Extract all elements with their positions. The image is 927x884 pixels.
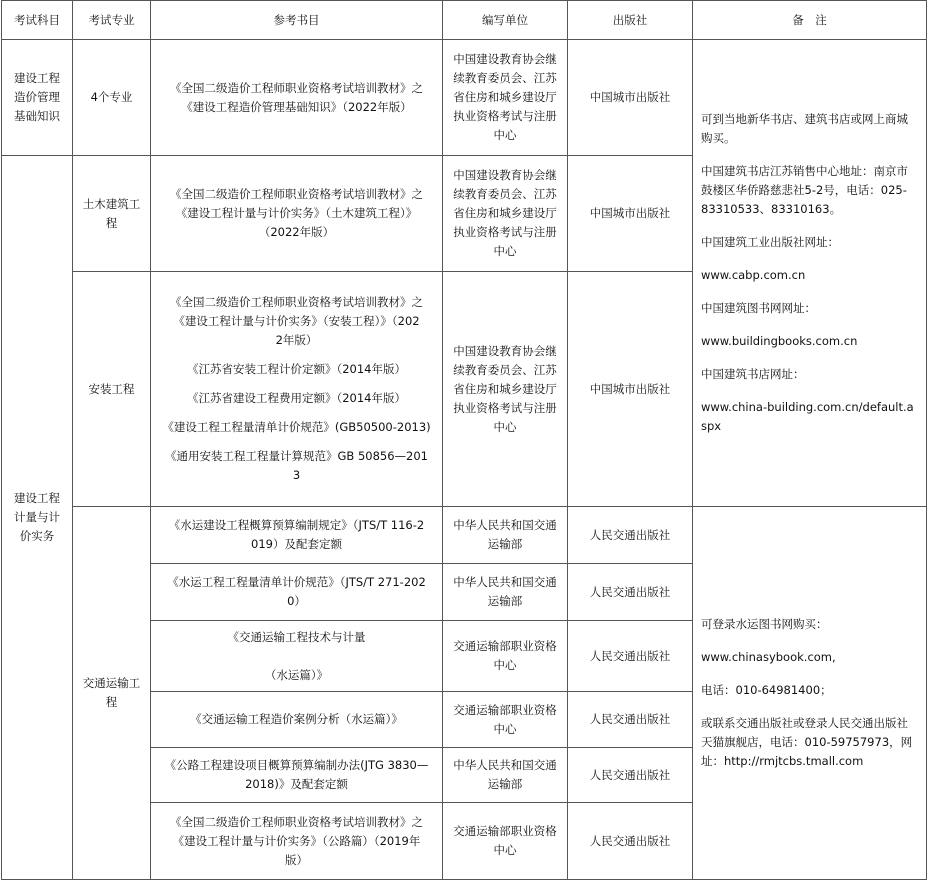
- publisher-cell: 中国城市出版社: [568, 272, 693, 507]
- unit-cell: 中国建设教育协会继 续教育委员会、江苏 省住房和城乡建设厅 执业资格考试与注册 中心: [443, 156, 568, 272]
- note-text: 中国建筑书店江苏销售中心地址：南京市 鼓楼区华侨路慈悲社5-2号，电话：025- 83310533、83310163。: [701, 164, 908, 216]
- publisher-cell: 人民交通出版社: [568, 621, 693, 692]
- unit-cell: 中国建设教育协会继 续教育委员会、江苏 省住房和城乡建设厅 执业资格考试与注册 中心: [443, 272, 568, 507]
- unit-cell: 中华人民共和国交通 运输部: [443, 564, 568, 621]
- publisher-cell: 人民交通出版社: [568, 748, 693, 803]
- unit-cell: 交通运输部职业资格 中心: [443, 621, 568, 692]
- unit-cell: 中华人民共和国交通 运输部: [443, 748, 568, 803]
- header-note: 备 注: [693, 1, 927, 40]
- publisher-cell: 中国城市出版社: [568, 40, 693, 156]
- table-row: [2, 507, 927, 564]
- note-text: 或联系交通出版社或登录人民交通出版社 天猫旗舰店，电话：010-59757973，网 址：http://rmjtcbs.tmall.com: [701, 716, 913, 768]
- header-row: [2, 1, 927, 40]
- reference-books-table: [1, 0, 927, 880]
- unit-cell: 交通运输部职业资格 中心: [443, 692, 568, 748]
- publisher-cell: 人民交通出版社: [568, 507, 693, 564]
- note-cell: [693, 507, 927, 880]
- note-text: 中国建筑书店网址：: [701, 367, 805, 381]
- unit-cell: 中国建设教育协会继 续教育委员会、江苏 省住房和城乡建设厅 执业资格考试与注册 中心: [443, 40, 568, 156]
- subject-cell: 建设工程 计量与计 价实务: [2, 156, 73, 880]
- book-cell: 《交通运输工程技术与计量 （水运篇）》: [151, 621, 443, 692]
- unit-cell: 中华人民共和国交通 运输部: [443, 507, 568, 564]
- book-cell: 《交通运输工程造价案例分析（水运篇）》: [151, 692, 443, 748]
- note-text: 中国建筑图书网网址：: [701, 301, 816, 315]
- note-text: 电话：010-64981400；: [701, 683, 832, 697]
- note-text: 可登录水运图书网购买：: [701, 617, 828, 631]
- header-publisher: 出版社: [568, 1, 693, 40]
- book-cell: 《水运工程工程量清单计价规范》（JTS/T 271-202 0）: [151, 564, 443, 621]
- book-cell: 《公路工程建设项目概算预算编制办法(JTG 3830— 2018)》及配套定额: [151, 748, 443, 803]
- note-link: www.buildingbooks.com.cn: [701, 334, 858, 348]
- book-cell: 《全国二级造价工程师职业资格考试培训教材》之 《建设工程计量与计价实务》（土木建筑工程）》 （2022年版）: [151, 156, 443, 272]
- header-unit: 编写单位: [443, 1, 568, 40]
- major-cell: 安装工程: [73, 272, 151, 507]
- publisher-cell: 人民交通出版社: [568, 803, 693, 880]
- major-cell: 4个专业: [73, 40, 151, 156]
- publisher-cell: 中国城市出版社: [568, 156, 693, 272]
- major-cell: 土木建筑工 程: [73, 156, 151, 272]
- book-cell: 《水运建设工程概算预算编制规定》（JTS/T 116-2 019）及配套定额: [151, 507, 443, 564]
- header-major: 考试专业: [73, 1, 151, 40]
- book-cell: 《全国二级造价工程师职业资格考试培训教材》之 《建设工程计量与计价实务》（安装工程）》（202 2年版） 《江苏省安装工程计价定额》（2014年版） 《江苏省建设工程费用定额》（2014年版） 《建设工程工程量清单计价规范》(GB50500-2013) 《通用安装工程工程量计算规范》GB 50856—201 3: [151, 272, 443, 507]
- note-text: 可到当地新华书店、建筑书店或网上商城 购买。: [701, 112, 908, 145]
- note-cell: [693, 40, 927, 507]
- book-cell: 《全国二级造价工程师职业资格考试培训教材》之 《建设工程造价管理基础知识》（2022年版）: [151, 40, 443, 156]
- header-subject: 考试科目: [2, 1, 73, 40]
- note-link: www.chinasybook.com,: [701, 650, 836, 664]
- header-book: 参考书目: [151, 1, 443, 40]
- major-cell: 交通运输工 程: [73, 507, 151, 880]
- note-link: www.china-building.com.cn/default.a spx: [701, 400, 914, 433]
- table-row: [2, 40, 927, 156]
- note-link: www.cabp.com.cn: [701, 268, 806, 282]
- book-cell: 《全国二级造价工程师职业资格考试培训教材》之 《建设工程计量与计价实务》（公路篇）（2019年 版）: [151, 803, 443, 880]
- publisher-cell: 人民交通出版社: [568, 692, 693, 748]
- subject-cell: 建设工程 造价管理 基础知识: [2, 40, 73, 156]
- unit-cell: 交通运输部职业资格 中心: [443, 803, 568, 880]
- note-text: 中国建筑工业出版社网址：: [701, 235, 839, 249]
- publisher-cell: 人民交通出版社: [568, 564, 693, 621]
